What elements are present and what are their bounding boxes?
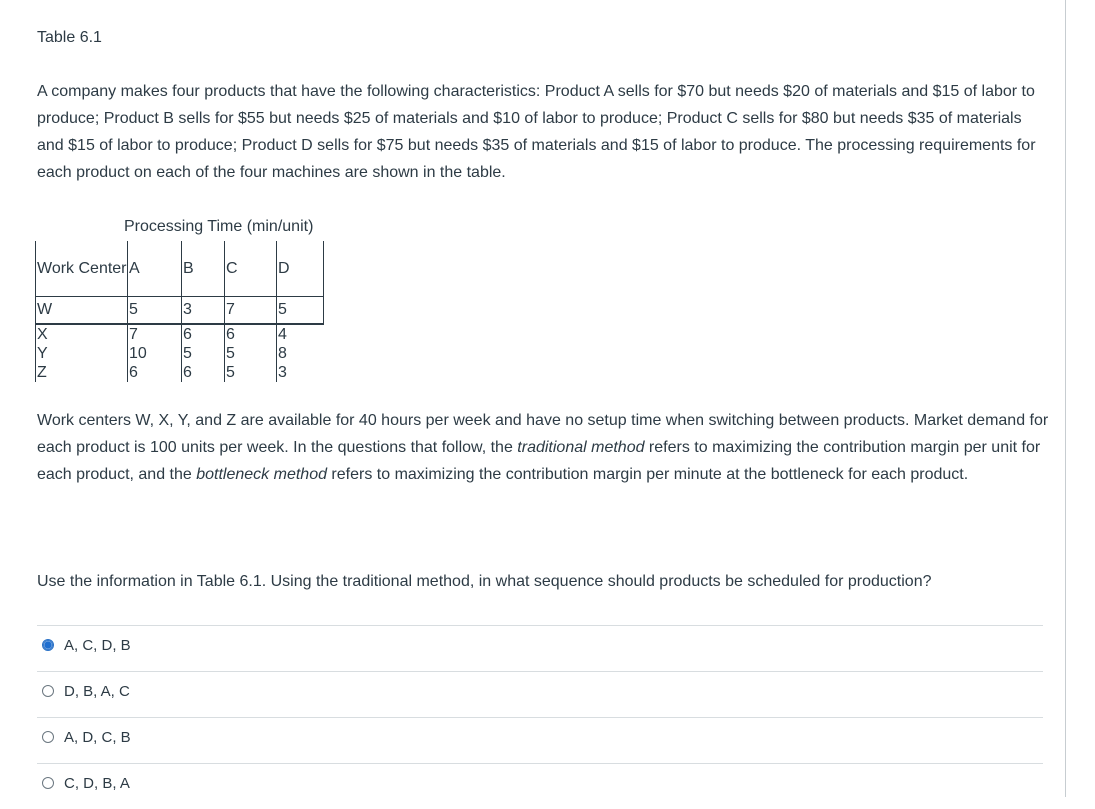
answer-option-3[interactable] [37, 717, 1043, 763]
table-cell: W [36, 297, 128, 325]
context-text: refers to maximizing the contribution margin per minute at the bottleneck for each product. [326, 466, 969, 483]
table-row [36, 363, 324, 382]
answer-options [37, 625, 1043, 809]
header-cell: D [277, 241, 324, 297]
answer-label: C, D, B, A [64, 775, 130, 792]
answer-label: A, D, C, B [64, 729, 131, 746]
table-row [36, 297, 324, 325]
answer-option-2[interactable] [37, 671, 1043, 717]
question-text: Use the information in Table 6.1. Using the traditional method, in what sequence should products be scheduled for production? [37, 573, 932, 590]
radio-button[interactable] [42, 731, 54, 743]
table-title: Table 6.1 [37, 29, 102, 46]
table-cell: 8 [277, 344, 324, 363]
table-cell: 6 [225, 324, 277, 344]
table-caption: Processing Time (min/unit) [124, 218, 314, 235]
context-paragraph [37, 407, 1052, 488]
table-cell: 7 [128, 324, 182, 344]
answer-option-4[interactable] [37, 763, 1043, 809]
processing-time-table [35, 241, 324, 382]
table-header-row [36, 241, 324, 297]
radio-button-selected[interactable] [42, 639, 54, 651]
traditional-method-term: traditional method [517, 439, 645, 456]
header-cell: B [182, 241, 225, 297]
radio-button[interactable] [42, 777, 54, 789]
table-cell: 6 [182, 324, 225, 344]
table-cell: 5 [225, 363, 277, 382]
table-cell: 6 [128, 363, 182, 382]
table-cell: 5 [225, 344, 277, 363]
table-cell: X [36, 324, 128, 344]
table-cell: 3 [182, 297, 225, 325]
intro-paragraph: A company makes four products that have the following characteristics: Product A sells for $70 but needs $20 of materials and $15 of labor to produce; Product B sells for $55 but needs $25 of materials and $10 of labor to produce; Product C sells for $80 but needs $35 of materials and $15 of labor to produce; Product D sells for $75 but needs $35 of materials and $15 of labor to produce. The processing requirements for each product on each of the four machines are shown in the table. [37, 83, 1036, 181]
table-cell: 5 [128, 297, 182, 325]
radio-button[interactable] [42, 685, 54, 697]
content-right-border [1065, 0, 1066, 797]
table-cell: 5 [277, 297, 324, 325]
table-row [36, 344, 324, 363]
table-cell: Z [36, 363, 128, 382]
table-cell: Y [36, 344, 128, 363]
answer-label: D, B, A, C [64, 683, 130, 700]
table-cell: 5 [182, 344, 225, 363]
answer-label: A, C, D, B [64, 637, 131, 654]
context-text: refers to maximizing the contribution margin per unit for each product, and the [37, 439, 1041, 483]
context-text: Work centers W, X, Y, and Z are available for 40 hours per week and have no setup time when switching between products. Market demand for each product is 100 units per week. In the questions that follow, the [37, 412, 1049, 456]
table-cell: 3 [277, 363, 324, 382]
table-cell: 6 [182, 363, 225, 382]
answer-option-1[interactable] [37, 625, 1043, 671]
header-cell: C [225, 241, 277, 297]
header-cell: A [128, 241, 182, 297]
table-cell: 10 [128, 344, 182, 363]
header-cell: Work Center [36, 241, 128, 297]
table-cell: 7 [225, 297, 277, 325]
table-cell: 4 [277, 324, 324, 344]
bottleneck-method-term: bottleneck method [196, 466, 327, 483]
table-row [36, 324, 324, 344]
